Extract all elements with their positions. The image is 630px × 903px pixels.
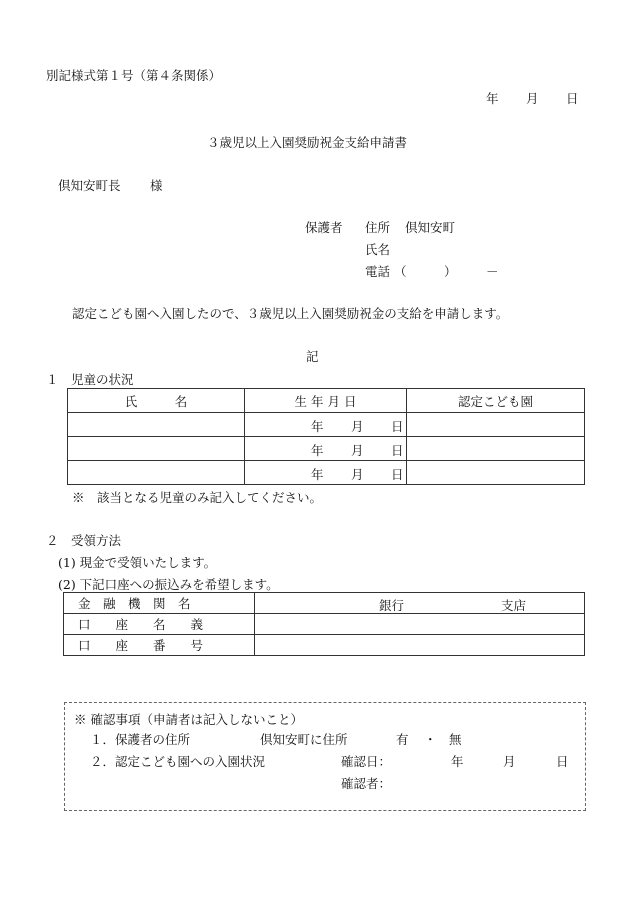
section1-heading: １ 児童の状況 — [46, 372, 134, 387]
statement: 認定こども園へ入園したので、３歳児以上入園奨励祝金の支給を申請します。 — [72, 306, 509, 321]
birthdate-cell[interactable]: 年 月 日 — [245, 413, 407, 437]
confirm-item1-yes: 有 — [396, 732, 409, 747]
confirm-item1-no: 無 — [449, 732, 462, 747]
option-transfer: (2) 下記口座への振込みを希望します。 — [58, 577, 279, 592]
phone-label: 電話 — [365, 264, 391, 279]
confirm-item1-text: 倶知安町に住所 — [260, 732, 348, 747]
child-name-cell[interactable] — [68, 461, 245, 485]
date-day: 日 — [566, 91, 579, 106]
bank-unit: 銀行 — [379, 598, 405, 613]
phone-close-paren: ） — [444, 264, 457, 279]
confirm-date-month: 月 — [503, 754, 516, 769]
col-birthdate-header: 生 年 月 日 — [245, 389, 407, 413]
date-year: 年 — [486, 91, 499, 106]
form-number: 別記様式第１号（第４条関係） — [46, 68, 222, 83]
account-type-cell[interactable] — [255, 614, 585, 635]
bank-table — [63, 592, 585, 656]
section2-heading: ２ 受領方法 — [46, 533, 122, 548]
bank-name-label: 金 融 機 関 名 — [64, 593, 255, 614]
birthdate-cell[interactable]: 年 月 日 — [245, 461, 407, 485]
account-type-label: 口 座 名 義 — [64, 614, 255, 635]
confirm-date-year: 年 — [451, 754, 464, 769]
child-name-cell[interactable] — [68, 437, 245, 461]
bank-name-cell[interactable] — [255, 593, 585, 614]
branch-unit: 支店 — [501, 598, 527, 613]
col-school-header: 認定こども園 — [407, 389, 585, 413]
date-month: 月 — [526, 91, 539, 106]
document-title: ３歳児以上入園奨励祝金支給申請書 — [207, 135, 408, 150]
ki-mark: 記 — [306, 349, 319, 364]
confirm-date-day: 日 — [556, 754, 569, 769]
confirm-item2-label: ２．認定こども園への入園状況 — [90, 754, 266, 769]
phone-dash: － — [486, 264, 499, 279]
confirmer-label: 確認者： — [341, 776, 392, 791]
table-row — [68, 437, 585, 461]
section1-note: ※ 該当となる児童のみ記入してください。 — [72, 490, 323, 505]
school-cell[interactable] — [407, 461, 585, 485]
child-name-cell[interactable] — [68, 413, 245, 437]
option-cash: (1) 現金で受領いたします。 — [58, 555, 217, 570]
applicant-role: 保護者 — [305, 220, 343, 235]
confirm-heading: ※ 確認事項（申請者は記入しないこと） — [74, 712, 303, 727]
school-cell[interactable] — [407, 437, 585, 461]
confirm-item1-label: １．保護者の住所 — [90, 732, 191, 747]
addressee-name: 倶知安町長 — [58, 178, 121, 193]
name-label: 氏名 — [365, 242, 391, 257]
account-number-cell[interactable] — [255, 635, 585, 656]
table-row — [68, 461, 585, 485]
phone-open-paren: （ — [394, 264, 407, 279]
address-value: 倶知安町 — [405, 220, 456, 235]
school-cell[interactable] — [407, 413, 585, 437]
children-table — [67, 388, 585, 485]
confirm-item1-dot: ・ — [424, 732, 437, 747]
table-row — [68, 413, 585, 437]
col-name-header: 氏 名 — [68, 389, 245, 413]
addressee-honorific: 様 — [150, 178, 163, 193]
account-number-label: 口 座 番 号 — [64, 635, 255, 656]
birthdate-cell[interactable]: 年 月 日 — [245, 437, 407, 461]
confirm-date-label: 確認日： — [341, 754, 392, 769]
address-label: 住所 — [365, 220, 391, 235]
